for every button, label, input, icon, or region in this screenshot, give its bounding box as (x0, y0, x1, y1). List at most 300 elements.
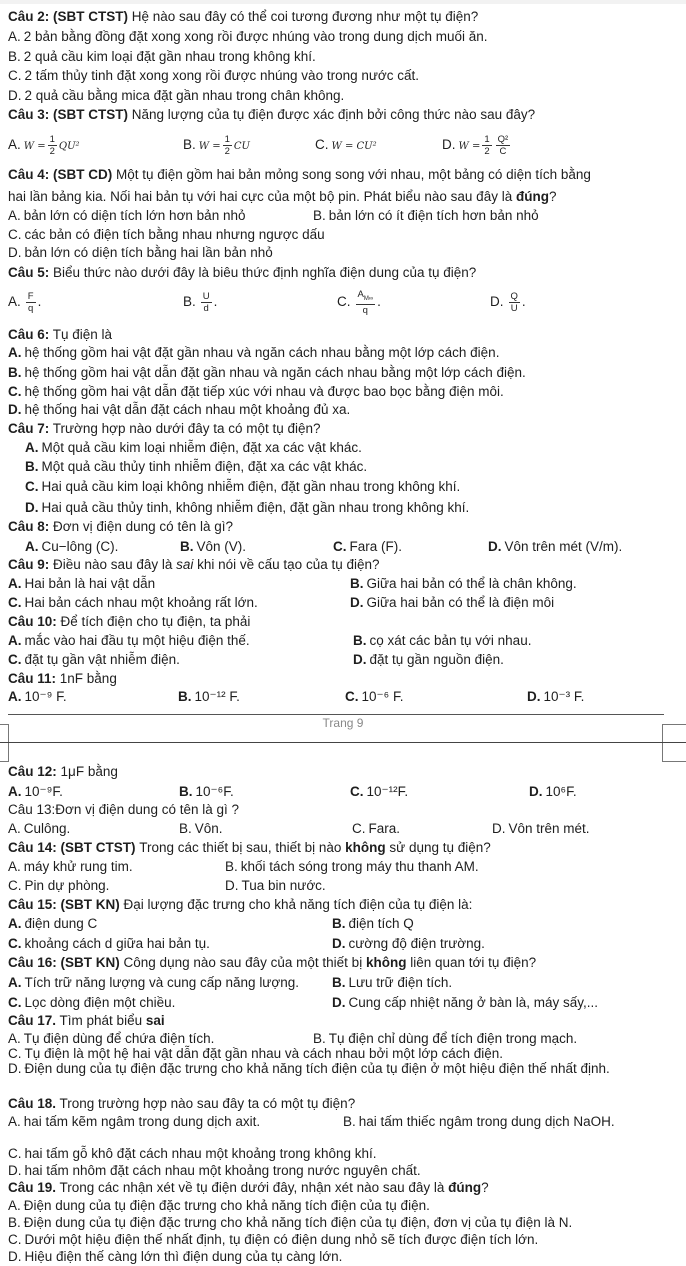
question-text: đúng (448, 1180, 482, 1195)
option-text: các bản có điện tích bằng nhau nhưng ngược dấu (24, 227, 325, 242)
page-number: Trang 9 (322, 716, 364, 730)
option-text: 10⁻⁶F. (195, 784, 234, 799)
option-letter: A. (8, 294, 21, 309)
answer-option-c[interactable] (25, 478, 460, 495)
option-text: 10⁻⁹F. (24, 784, 63, 799)
option-letter: B. (313, 1031, 326, 1046)
question-text: đúng (515, 189, 549, 204)
option-letter: B. (353, 633, 367, 648)
question-number: Câu 5: (8, 265, 50, 280)
question-text: Trường hợp nào dưới đây ta có một tụ điện? (49, 421, 321, 436)
option-text: Fara. (368, 821, 401, 836)
option-text: 10⁻¹²F. (366, 784, 409, 799)
question-text: Tụ điện là (49, 327, 113, 342)
formula-lhs: W = (198, 141, 221, 152)
answer-option-a[interactable] (8, 1197, 430, 1214)
question-number: Câu 16: (8, 955, 57, 970)
option-text: Vôn (V). (196, 539, 247, 554)
question-text: ? (481, 1180, 489, 1195)
answer-option-d[interactable] (8, 1162, 421, 1179)
question-text: sai (176, 557, 194, 572)
option-text: Điện dung của tụ điện đặc trưng cho khả năng tích điện của tụ điện. (23, 1198, 430, 1213)
answer-option-d[interactable] (8, 1248, 342, 1265)
option-letter: B. (8, 1215, 21, 1230)
option-text: Hai quả cầu thủy tinh, không nhiễm điện, đặt gần nhau trong không khí. (41, 500, 470, 515)
option-letter: C. (333, 539, 347, 554)
option-letter: B. (183, 294, 196, 309)
answer-option-c[interactable] (337, 288, 381, 316)
option-letter: D. (492, 821, 506, 836)
option-letter: C. (8, 1146, 22, 1161)
answer-option-c[interactable] (8, 1145, 376, 1162)
option-text: khối tách sóng trong máy thu thanh AM. (240, 859, 479, 874)
option-letter: C. (315, 137, 329, 152)
option-text: Giữa hai bản có thể là chân không. (366, 576, 577, 591)
option-text: cường độ điện trường. (348, 936, 485, 951)
option-text: Tua bin nước. (241, 878, 326, 893)
option-letter: D. (527, 689, 541, 704)
denominator: C (499, 145, 507, 157)
option-text: Hai quả cầu kim loại không nhiễm điện, đặt gần nhau trong không khí. (41, 479, 461, 494)
option-text: hai tấm thiếc ngâm trong dung dịch NaOH. (358, 1114, 615, 1129)
option-text: cọ xát các bản tụ với nhau. (369, 633, 532, 648)
question-number: Câu 13:Đơn vị điện dung có tên là gì ? (8, 802, 240, 817)
option-text: Hai bản là hai vật dẫn (24, 576, 156, 591)
question-text: (SBT CD) (49, 167, 117, 182)
numerator-wrap (482, 134, 491, 146)
answer-option-a[interactable] (8, 207, 245, 224)
answer-option-d[interactable] (490, 288, 526, 316)
answer-option-d[interactable] (527, 688, 584, 705)
question-text: khi nói về cấu tạo của tụ điện? (193, 557, 380, 572)
option-letter: A. (8, 859, 21, 874)
question-stem (8, 801, 239, 818)
option-letter: B. (25, 459, 39, 474)
answer-option-c[interactable] (345, 688, 403, 705)
option-letter: D. (353, 652, 367, 667)
answer-option-d[interactable] (8, 244, 273, 261)
option-text: Pin dự phòng. (24, 878, 110, 893)
option-letter: D. (490, 294, 504, 309)
question-number: Câu 11: (8, 671, 57, 686)
option-text: Cu−lông (C). (41, 539, 119, 554)
option-text: hệ thống gồm hai vật dẫn đặt gần nhau và ngăn cách nhau bằng một lớp cách điện. (24, 365, 526, 380)
option-letter: B. (225, 859, 238, 874)
option-text: Fara (F). (349, 539, 402, 554)
option-letter: A. (8, 916, 22, 931)
question-number: Câu 2: (8, 9, 50, 24)
fraction (482, 134, 491, 157)
option-letter: C. (337, 294, 351, 309)
question-text: (SBT CTST) (49, 107, 132, 122)
fraction (509, 291, 520, 314)
answer-option-d[interactable] (225, 877, 326, 894)
question-number: Câu 7: (8, 421, 50, 436)
option-letter: C. (8, 1046, 22, 1061)
question-number: Câu 15: (8, 897, 57, 912)
answer-option-b[interactable] (178, 688, 240, 705)
question-stem (8, 763, 118, 780)
question-stem (8, 1012, 165, 1029)
option-text: máy khử rung tim. (23, 859, 133, 874)
option-letter: D. (8, 1163, 22, 1178)
option-letter: A. (8, 1114, 21, 1129)
question-stem (8, 8, 478, 25)
answer-option-b[interactable] (180, 538, 246, 555)
question-text: Hệ nào sau đây có thể coi tương đương như một tụ điện? (131, 9, 479, 24)
answer-option-b[interactable] (8, 1113, 672, 1130)
question-number: Câu 18. (8, 1096, 57, 1111)
option-letter: B. (179, 784, 193, 799)
numerator-wrap (201, 291, 212, 303)
option-text: điện dung C (24, 916, 98, 931)
answer-option-c[interactable] (8, 1231, 538, 1248)
answer-option-d[interactable] (350, 594, 554, 611)
option-text: 10⁶F. (545, 784, 577, 799)
question-text: Biểu thức nào dưới đây là biêu thức định nghĩa điện dung của tụ điện? (49, 265, 477, 280)
answer-option-c[interactable] (333, 538, 402, 555)
question-text: (SBT CTST) (56, 840, 140, 855)
option-text: Điện dung của tụ điện đặc trưng cho khả năng tích điện của tụ điện, đơn vị của tụ điện là N. (23, 1215, 573, 1230)
question-number: Câu 10: (8, 614, 57, 629)
question-stem (8, 326, 112, 343)
option-text: hệ thống gồm hai vật dẫn đặt tiếp xúc với nhau và được bao bọc bằng điện môi. (24, 384, 504, 399)
question-number: Câu 12: (8, 764, 57, 779)
option-letter: C. (8, 384, 22, 399)
option-text: 10⁻¹² F. (194, 689, 240, 704)
option-text: Tích trữ năng lượng và cung cấp năng lượng. (24, 975, 299, 990)
answer-option-d[interactable] (529, 783, 577, 800)
option-text: đặt tụ gần vật nhiễm điện. (24, 652, 180, 667)
answer-option-c[interactable] (8, 935, 210, 952)
answer-option-b[interactable] (8, 364, 526, 381)
answer-option-c[interactable] (8, 651, 180, 668)
question-text: Điều nào sau đây là (49, 557, 177, 572)
numerator-subscript: M∞ (363, 295, 374, 302)
question-text: Tìm phát biểu (56, 1013, 146, 1028)
answer-option-b[interactable] (179, 783, 234, 800)
question-number: Câu 8: (8, 519, 50, 534)
formula-lhs: W = CU² (331, 141, 377, 152)
option-text: Một quả cầu kim loại nhiễm điện, đặt xa các vật khác. (41, 440, 362, 455)
numerator-wrap (48, 134, 57, 146)
question-text: Đơn vị điện dung có tên là gì? (49, 519, 233, 534)
question-stem (8, 1095, 355, 1112)
option-letter: A. (8, 345, 22, 360)
answer-option-c[interactable] (8, 226, 325, 243)
option-letter: B. (332, 975, 346, 990)
option-letter: B. (178, 689, 192, 704)
answer-option-d[interactable] (332, 935, 485, 952)
question-text: (SBT KN) (56, 955, 124, 970)
option-letter: B. (8, 49, 21, 64)
option-letter: D. (442, 137, 456, 152)
option-text: Một quả cầu thủy tinh nhiễm điện, đặt xa các vật khác. (41, 459, 368, 474)
numerator: Q² (497, 133, 509, 145)
formula-rest: . (377, 294, 381, 309)
answer-option-d[interactable] (8, 87, 344, 104)
question-text: liên quan tới tụ điện? (406, 955, 537, 970)
denominator: U (510, 302, 518, 314)
fraction (201, 291, 212, 314)
option-letter: C. (8, 652, 22, 667)
option-letter: A. (8, 689, 22, 704)
question-stem (8, 954, 536, 971)
crop-mark-left (0, 724, 9, 743)
option-letter: A. (8, 576, 22, 591)
option-text: hai tấm kẽm ngâm trong dung dịch axit. (23, 1114, 261, 1129)
answer-option-b[interactable] (183, 288, 217, 316)
question-text: Để tích điện cho tụ điện, ta phải (56, 614, 251, 629)
question-stem (8, 518, 233, 535)
option-text: 2 tấm thủy tinh đặt xong xong rồi được nhúng vào trong nước cất. (24, 68, 420, 83)
question-number: Câu 14: (8, 840, 57, 855)
option-letter: D. (8, 88, 22, 103)
answer-option-b[interactable] (332, 915, 414, 932)
question-stem (8, 164, 591, 208)
question-text: 1nF bằng (56, 671, 117, 686)
question-text: Trong các nhận xét về tụ điện dưới đây, nhận xét nào sau đây là (56, 1180, 449, 1195)
option-text: Tụ điện là một hệ hai vật dẫn đặt gần nhau và cách nhau bởi một lớp cách điện. (24, 1046, 504, 1061)
numerator-wrap (26, 291, 36, 303)
fraction (496, 134, 511, 157)
option-letter: B. (8, 365, 22, 380)
answer-option-d[interactable] (332, 994, 598, 1011)
answer-option-c[interactable] (8, 594, 258, 611)
answer-option-b[interactable] (313, 207, 539, 224)
option-text: Hai bản cách nhau một khoảng rất lớn. (24, 595, 258, 610)
option-text: Giữa hai bản có thể là điện môi (366, 595, 555, 610)
answer-option-c[interactable] (8, 67, 419, 84)
option-text: Điện dung của tụ điện đặc trưng cho khả năng tích điện của tụ điện ở một hiệu điện thế nhất định. (24, 1061, 610, 1076)
answer-option-b[interactable] (8, 1214, 572, 1231)
option-text: Tụ điện dùng để chứa điện tích. (23, 1031, 215, 1046)
answer-option-a[interactable] (8, 28, 488, 45)
fraction (26, 291, 36, 314)
answer-option-a[interactable] (8, 783, 63, 800)
question-stem (8, 839, 491, 856)
denominator: 2 (224, 145, 230, 157)
option-letter: B. (179, 821, 192, 836)
option-text: hai tấm gỗ khô đặt cách nhau một khoảng trong không khí. (24, 1146, 377, 1161)
option-letter: B. (332, 916, 346, 931)
answer-option-a[interactable] (8, 131, 80, 161)
question-text: Trong các thiết bị sau, thiết bị nào (139, 840, 346, 855)
formula-rest: CU (233, 141, 250, 152)
question-text: Năng lượng của tụ điện được xác định bởi công thức nào sau đây? (131, 107, 536, 122)
question-text: sử dụng tụ điện? (385, 840, 491, 855)
option-text: bản lớn có ít điện tích hơn bản nhỏ (328, 208, 539, 223)
crop-mark-right-next (662, 743, 686, 762)
numerator: 1 (484, 133, 490, 145)
question-text: không (345, 840, 386, 855)
numerator: 1 (49, 133, 55, 145)
answer-option-a[interactable] (8, 974, 299, 991)
option-letter: B. (183, 137, 196, 152)
option-text: 2 quả cầu bằng mica đặt gần nhau trong chân không. (24, 88, 345, 103)
option-letter: B. (343, 1114, 356, 1129)
option-letter: D. (8, 1249, 22, 1264)
option-text: Culông. (23, 821, 71, 836)
fraction (223, 134, 232, 157)
question-stem (8, 613, 250, 630)
answer-option-d[interactable] (25, 499, 469, 516)
option-letter: D. (225, 878, 239, 893)
option-letter: C. (8, 878, 22, 893)
option-letter: A. (8, 1198, 21, 1213)
option-letter: C. (8, 595, 22, 610)
answer-option-d[interactable] (353, 651, 504, 668)
question-text: (SBT KN) (56, 897, 124, 912)
answer-option-c[interactable] (8, 877, 109, 894)
numerator: 1 (224, 133, 230, 145)
option-text: hai tấm nhôm đặt cách nhau một khoảng trong nước nguyên chất. (24, 1163, 421, 1178)
denominator: 2 (49, 145, 55, 157)
option-letter: A. (8, 208, 21, 223)
answer-option-c[interactable] (315, 131, 377, 161)
numerator: U (202, 290, 210, 302)
crop-mark-right (662, 724, 686, 743)
option-text: 10⁻³ F. (543, 689, 585, 704)
option-letter: A. (25, 440, 39, 455)
answer-option-d[interactable] (8, 401, 350, 418)
answer-option-d[interactable] (442, 131, 512, 161)
option-letter: B. (313, 208, 326, 223)
numerator: Q (510, 290, 518, 302)
question-number: Câu 3: (8, 107, 50, 122)
formula-rest: . (521, 294, 526, 309)
question-text: ? (548, 189, 557, 204)
page-separator (0, 742, 686, 743)
numerator-wrap (356, 289, 376, 306)
fraction (48, 134, 57, 157)
answer-option-a[interactable] (8, 575, 155, 592)
answer-option-a[interactable] (8, 288, 41, 316)
answer-option-a[interactable] (8, 688, 67, 705)
answer-option-b[interactable] (332, 974, 452, 991)
formula-rest: . (37, 294, 42, 309)
option-text: 10⁻⁹ F. (24, 689, 67, 704)
option-letter: A. (8, 784, 22, 799)
option-letter: B. (350, 576, 364, 591)
answer-option-a[interactable] (8, 344, 499, 361)
answer-option-b[interactable] (353, 632, 531, 649)
option-text: Lọc dòng điện một chiều. (24, 995, 176, 1010)
question-number: Câu 4: (8, 167, 50, 182)
denominator: 2 (484, 145, 490, 157)
question-number: Câu 6: (8, 327, 50, 342)
option-letter: C. (345, 689, 359, 704)
answer-option-c[interactable] (8, 383, 504, 400)
question-stem (8, 670, 117, 687)
crop-mark-left-next (0, 743, 9, 762)
answer-option-c[interactable] (8, 994, 175, 1011)
option-letter: D. (25, 500, 39, 515)
option-text: Cung cấp nhiệt năng ở bàn là, máy sấy,... (348, 995, 598, 1010)
formula-lhs: W = (458, 141, 481, 152)
formula-lhs: W = (23, 141, 46, 152)
option-letter: A. (8, 821, 21, 836)
question-number: Câu 9: (8, 557, 50, 572)
answer-option-a[interactable] (8, 632, 250, 649)
page-bottom-rule (8, 714, 664, 715)
answer-option-a[interactable] (25, 538, 118, 555)
option-letter: A. (8, 975, 22, 990)
option-text: bản lớn có diện tích bằng hai lần bản nhỏ (24, 245, 273, 260)
answer-option-c[interactable] (352, 820, 400, 837)
option-letter: D. (332, 995, 346, 1010)
option-letter: C. (25, 479, 39, 494)
question-text: Một tụ điện gồm hai bản mỏng song song với nhau, một bảng có diện tích bằng (116, 167, 591, 182)
option-text: khoảng cách d giữa hai bản tụ. (24, 936, 210, 951)
option-letter: C. (350, 784, 364, 799)
answer-option-d[interactable] (488, 538, 622, 555)
top-edge (0, 0, 686, 4)
answer-option-a[interactable] (25, 439, 362, 456)
option-letter: C. (352, 821, 366, 836)
question-text: Đại lượng đặc trưng cho khả năng tích điện của tụ điện là: (123, 897, 473, 912)
answer-option-c[interactable] (350, 783, 408, 800)
formula-rest: QU² (58, 141, 80, 152)
answer-option-b[interactable] (179, 820, 223, 837)
answer-option-d[interactable] (492, 820, 590, 837)
denominator: q (28, 302, 34, 314)
option-letter: C. (8, 936, 22, 951)
answer-option-a[interactable] (8, 915, 97, 932)
question-number: Câu 19. (8, 1180, 57, 1195)
answer-option-b[interactable] (183, 131, 250, 161)
option-letter: C. (8, 1232, 22, 1247)
option-letter: A. (8, 137, 21, 152)
option-text: hệ thống hai vật dẫn đặt cách nhau một khoảng đủ xa. (24, 402, 351, 417)
option-letter: D. (350, 595, 364, 610)
option-text: đặt tụ gần nguồn điện. (369, 652, 504, 667)
option-text: 2 quả cầu kim loại đặt gần nhau trong không khí. (23, 49, 316, 64)
question-stem (8, 420, 321, 437)
answer-option-a[interactable] (8, 858, 133, 875)
denominator: q (362, 305, 368, 317)
option-letter: A. (8, 29, 21, 44)
question-text: 1μF bằng (56, 764, 118, 779)
answer-option-d[interactable] (8, 1060, 660, 1077)
question-text: (SBT CTST) (49, 9, 132, 24)
option-text: hệ thống gồm hai vật đặt gần nhau và ngăn cách nhau bằng một lớp cách điện. (24, 345, 500, 360)
numerator-wrap (223, 134, 232, 146)
question-stem (8, 264, 476, 281)
option-text: Vôn trên mét. (508, 821, 590, 836)
answer-option-b[interactable] (225, 858, 479, 875)
question-text: hai lần bảng kia. Nối hai bản tụ với hai cực của một bộ pin. Phát biểu nào sau đây là (8, 189, 516, 204)
answer-option-b[interactable] (8, 48, 316, 65)
option-letter: C. (8, 227, 22, 242)
numerator: A (357, 288, 364, 300)
formula-rest: . (213, 294, 218, 309)
option-letter: D. (488, 539, 502, 554)
option-letter: C. (8, 995, 22, 1010)
option-text: Hiệu điện thế càng lớn thì điện dung của tụ càng lớn. (24, 1249, 343, 1264)
numerator: F (27, 290, 34, 302)
question-stem (8, 106, 535, 123)
option-letter: D. (8, 245, 22, 260)
numerator-wrap (496, 134, 511, 146)
answer-option-b[interactable] (25, 458, 367, 475)
answer-option-b[interactable] (350, 575, 577, 592)
question-text: Công dụng nào sau đây của một thiết bị (123, 955, 366, 970)
option-text: Vôn. (194, 821, 223, 836)
option-letter: A. (8, 633, 22, 648)
answer-option-a[interactable] (8, 820, 70, 837)
numerator-wrap (509, 291, 520, 303)
